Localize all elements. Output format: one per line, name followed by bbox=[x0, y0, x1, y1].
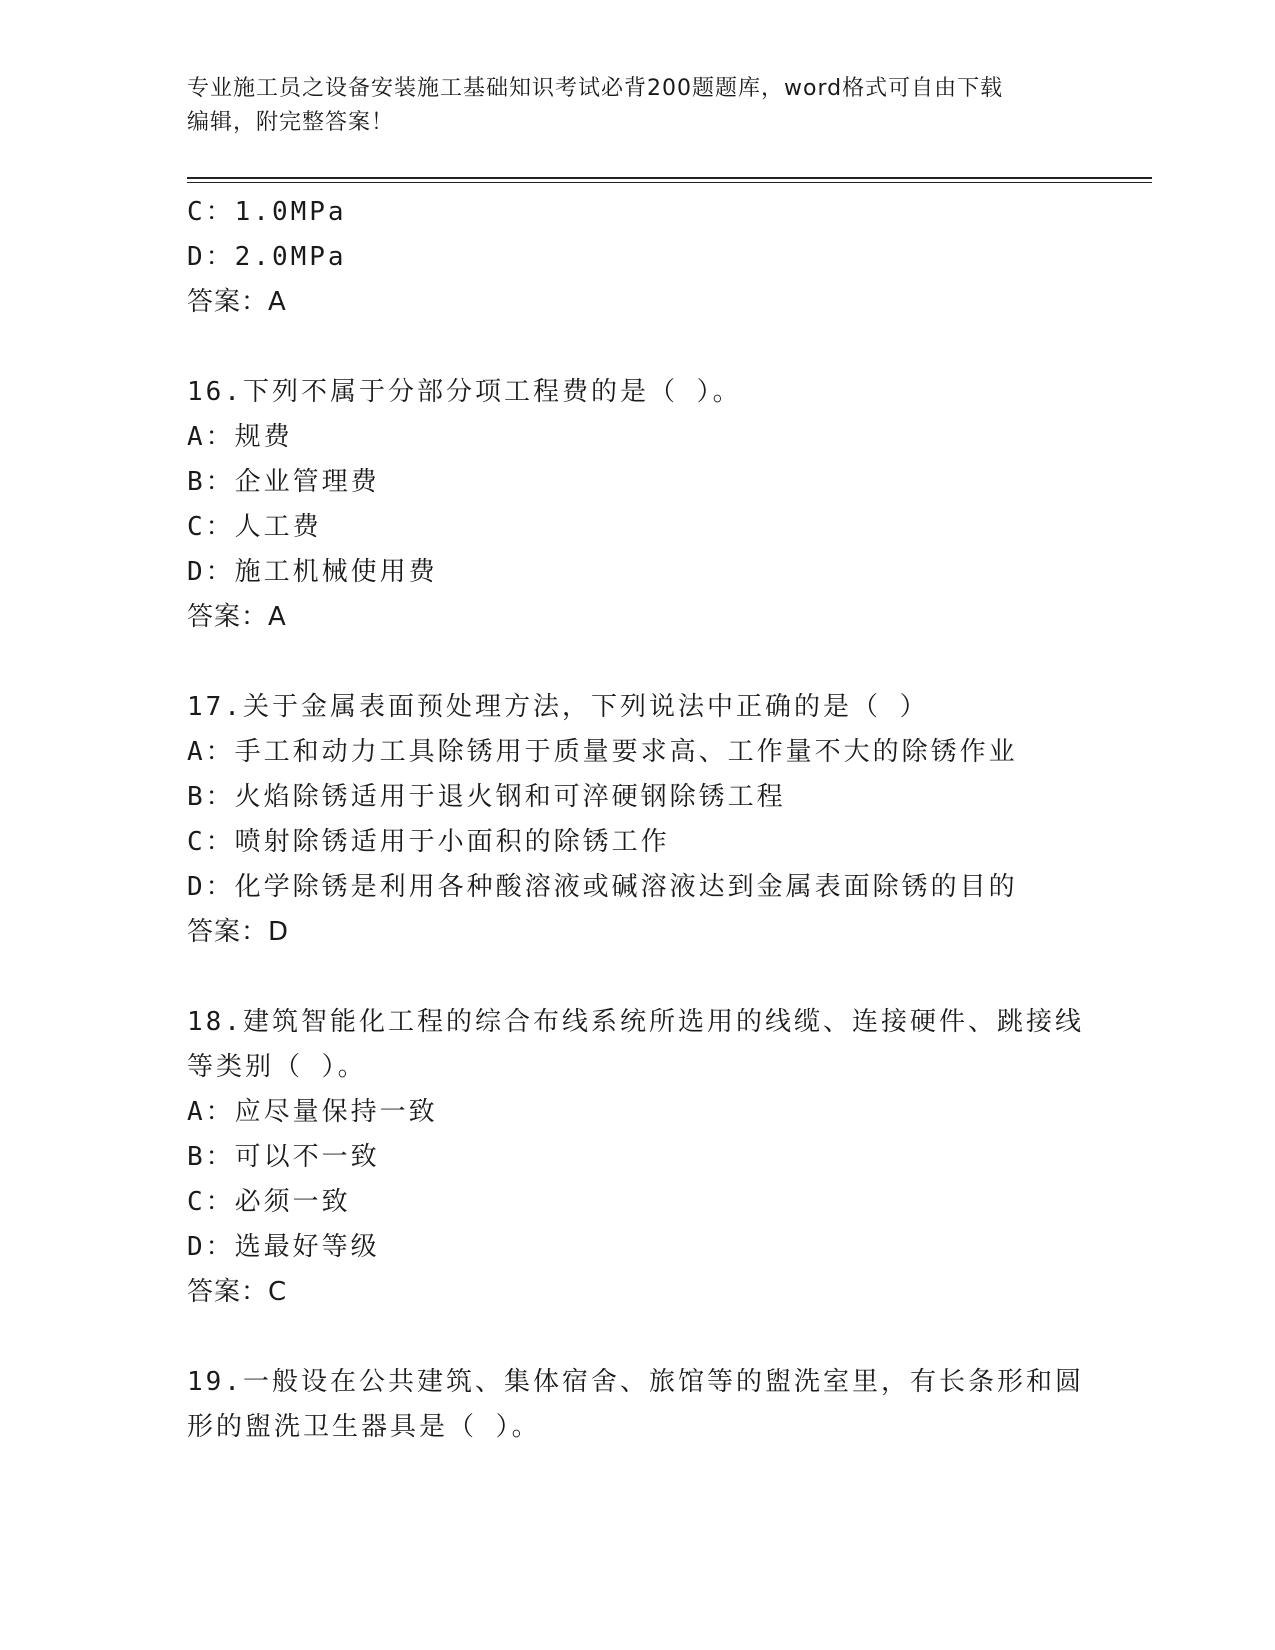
option-d: D：2.0MPa bbox=[187, 242, 347, 272]
option-d: D：化学除锈是利用各种酸溶液或碱溶液达到金属表面除锈的目的 bbox=[187, 872, 1018, 902]
option-b: B：可以不一致 bbox=[187, 1142, 380, 1172]
spacer bbox=[187, 325, 1087, 370]
header-line-1: 专业施工员之设备安装施工基础知识考试必背200题题库，word格式可自由下载 bbox=[187, 76, 1004, 101]
option-b: B：企业管理费 bbox=[187, 467, 380, 497]
option-b: B：火焰除锈适用于退火钢和可淬硬钢除锈工程 bbox=[187, 782, 786, 812]
option-a: A：规费 bbox=[187, 422, 293, 452]
question-text-line-2: 等类别（ ）。 bbox=[187, 1052, 367, 1082]
option-d: D：选最好等级 bbox=[187, 1232, 380, 1262]
question-list bbox=[187, 190, 1087, 1450]
answer: 答案：D bbox=[187, 917, 290, 947]
option-a: A：手工和动力工具除锈用于质量要求高、工作量不大的除锈作业 bbox=[187, 737, 1018, 767]
header-line-2: 编辑，附完整答案！ bbox=[187, 110, 395, 135]
option-c: C：喷射除锈适用于小面积的除锈工作 bbox=[187, 827, 670, 857]
header-divider-thin bbox=[187, 182, 1152, 183]
answer: 答案：C bbox=[187, 1277, 288, 1307]
question-text: 17.关于金属表面预处理方法，下列说法中正确的是（ ） bbox=[187, 692, 929, 722]
question-17 bbox=[187, 685, 1087, 955]
option-a: A：应尽量保持一致 bbox=[187, 1097, 438, 1127]
spacer bbox=[187, 640, 1087, 685]
question-text-line-2: 形的盥洗卫生器具是（ ）。 bbox=[187, 1412, 541, 1442]
option-d: D：施工机械使用费 bbox=[187, 557, 438, 587]
question-text-line-1: 18.建筑智能化工程的综合布线系统所选用的线缆、连接硬件、跳接线 bbox=[187, 1007, 1084, 1037]
spacer bbox=[187, 955, 1087, 1000]
answer: 答案：A bbox=[187, 287, 287, 317]
question-text-line-1: 19.一般设在公共建筑、集体宿舍、旅馆等的盥洗室里，有长条形和圆 bbox=[187, 1367, 1084, 1397]
question-text: 16.下列不属于分部分项工程费的是（ ）。 bbox=[187, 377, 742, 407]
option-c: C：人工费 bbox=[187, 512, 322, 542]
header-divider-thick bbox=[187, 177, 1152, 179]
question-19 bbox=[187, 1360, 1087, 1450]
spacer bbox=[187, 1315, 1087, 1360]
question-15 bbox=[187, 190, 1087, 325]
question-16 bbox=[187, 370, 1087, 640]
document-header bbox=[187, 72, 1067, 140]
option-c: C：1.0MPa bbox=[187, 197, 347, 227]
option-c: C：必须一致 bbox=[187, 1187, 351, 1217]
question-18 bbox=[187, 1000, 1087, 1315]
answer: 答案：A bbox=[187, 602, 287, 632]
